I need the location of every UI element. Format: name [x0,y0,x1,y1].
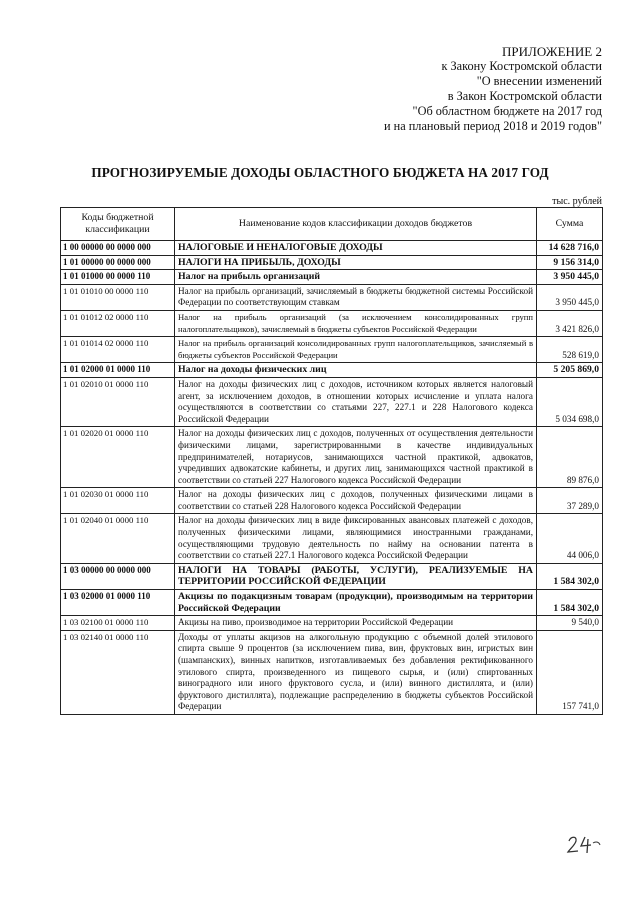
table-row [61,427,603,488]
document-title: ПРОГНОЗИРУЕМЫЕ ДОХОДЫ ОБЛАСТНОГО БЮДЖЕТА НА 2017 ГОД [91,165,549,180]
table-row [61,563,603,589]
row-code: 1 01 02000 01 0000 110 [61,363,175,378]
row-amount: 5 205 869,0 [537,363,603,378]
row-name: Налог на прибыль организаций консолидированных групп налогоплательщиков, зачисляемый в бюджеты субъектов Российской Федерации [175,337,537,363]
table-row [61,337,603,363]
row-amount: 157 741,0 [537,630,603,714]
row-name: Акцизы на пиво, производимое на территории Российской Федерации [175,616,537,631]
header-amount: Сумма [537,208,603,241]
row-amount: 3 950 445,0 [537,284,603,310]
row-name: НАЛОГИ НА ТОВАРЫ (РАБОТЫ, УСЛУГИ), РЕАЛИЗУЕМЫЕ НА ТЕРРИТОРИИ РОССИЙСКОЙ ФЕДЕРАЦИИ [175,563,537,589]
row-amount: 3 950 445,0 [537,270,603,285]
handwritten-page-mark [566,833,602,855]
table-row [61,270,603,285]
row-amount: 9 156 314,0 [537,255,603,270]
row-amount: 14 628 716,0 [537,241,603,256]
row-name: Налог на доходы физических лиц с доходов, полученных физическими лицами в соответствии со статьей 228 Налогового кодекса Российской Федерации [175,488,537,514]
row-name: Доходы от уплаты акцизов на алкогольную продукцию с объемной долей этилового спирта свыше 9 процентов (за исключением пива, вин, фруктовых вин, игристых вин (шампанских), винных напитков, изготавливаемых без добавления ректификованного этилового спирта, произведенного из пищевого сырья, и (или) спиртованных виноградного или иного фруктового сусла, и (или) винного дистиллята, и (или) фруктового дистиллята), подлежащие распределению в бюджеты субъектов Российской Федерации [175,630,537,714]
table-row [61,616,603,631]
row-code: 1 03 02100 01 0000 110 [61,616,175,631]
row-amount: 89 876,0 [537,427,603,488]
table-row [61,310,603,336]
row-name: НАЛОГОВЫЕ И НЕНАЛОГОВЫЕ ДОХОДЫ [175,241,537,256]
appendix-line-3: "О внесении изменений [476,74,602,88]
row-name: Налог на прибыль организаций (за исключением консолидированных групп налогоплательщиков), зачисляемый в бюджеты субъектов Российской Федерации [175,310,537,336]
row-code: 1 00 00000 00 0000 000 [61,241,175,256]
row-amount: 44 006,0 [537,514,603,563]
table-row [61,363,603,378]
table-header-row [61,208,603,241]
revenue-table [60,207,603,715]
row-code: 1 01 02030 01 0000 110 [61,488,175,514]
appendix-number: ПРИЛОЖЕНИЕ 2 [502,44,602,59]
row-amount: 3 421 826,0 [537,310,603,336]
row-code: 1 01 02020 01 0000 110 [61,427,175,488]
row-amount: 528 619,0 [537,337,603,363]
table-row [61,255,603,270]
row-code: 1 01 01014 02 0000 110 [61,337,175,363]
row-code: 1 01 00000 00 0000 000 [61,255,175,270]
row-name: Налог на доходы физических лиц с доходов, источником которых является налоговый агент, за исключением доходов, в отношении которых исчисление и уплата налога осуществляются в соответствии со статьями 227, 227.1 и 228 Налогового кодекса Российской Федерации [175,377,537,426]
row-code: 1 01 02010 01 0000 110 [61,377,175,426]
row-code: 1 01 02040 01 0000 110 [61,514,175,563]
table-row [61,377,603,426]
row-code: 1 01 01010 00 0000 110 [61,284,175,310]
row-code: 1 03 00000 00 0000 000 [61,563,175,589]
row-name: Налог на доходы физических лиц [175,363,537,378]
row-code: 1 03 02140 01 0000 110 [61,630,175,714]
row-name: Налог на прибыль организаций, зачисляемый в бюджеты бюджетной системы Российской Федерации по соответствующим ставкам [175,284,537,310]
units-label: тыс. рублей [552,196,602,207]
row-amount: 5 034 698,0 [537,377,603,426]
row-amount: 37 289,0 [537,488,603,514]
appendix-line-2: к Закону Костромской области [441,59,602,73]
appendix-header [384,44,602,134]
appendix-line-6: и на плановый период 2018 и 2019 годов" [383,119,602,133]
row-name: Акцизы по подакцизным товарам (продукции), производимым на территории Российской Федерации [175,590,537,616]
table-row [61,488,603,514]
row-code: 1 01 01012 02 0000 110 [61,310,175,336]
row-name: НАЛОГИ НА ПРИБЫЛЬ, ДОХОДЫ [175,255,537,270]
table-row [61,630,603,714]
table-row [61,514,603,563]
row-name: Налог на прибыль организаций [175,270,537,285]
row-code: 1 01 01000 00 0000 110 [61,270,175,285]
table-row [61,241,603,256]
row-amount: 1 584 302,0 [537,590,603,616]
row-name: Налог на доходы физических лиц с доходов, полученных от осуществления деятельности физическими лицами, зарегистрированными в качестве индивидуальных предпринимателей, нотариусов, занимающихся частной практикой, адвокатов, учредивших адвокатские кабинеты, и других лиц, занимающихся частной практикой в соответствии со статьей 227 Налогового кодекса Российской Федерации [175,427,537,488]
table-row [61,284,603,310]
header-code: Коды бюджетной классификации [61,208,175,241]
table-row [61,590,603,616]
appendix-line-5: "Об областном бюджете на 2017 год [412,104,602,118]
row-amount: 1 584 302,0 [537,563,603,589]
row-name: Налог на доходы физических лиц в виде фиксированных авансовых платежей с доходов, полученных физическими лицами, являющимися иностранными гражданами, осуществляющими трудовую деятельность по найму на основании патента в соответствии со статьей 227.1 Налогового кодекса Российской Федерации [175,514,537,563]
header-name: Наименование кодов классификации доходов бюджетов [175,208,537,241]
row-code: 1 03 02000 01 0000 110 [61,590,175,616]
appendix-line-4: в Закон Костромской области [447,89,602,103]
row-amount: 9 540,0 [537,616,603,631]
